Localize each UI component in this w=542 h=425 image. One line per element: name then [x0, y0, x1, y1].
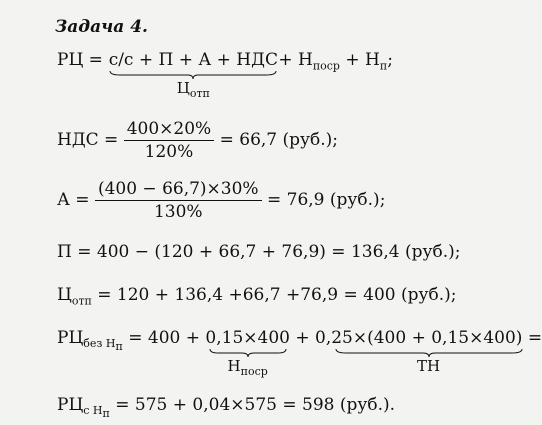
- braced-term: [315, 328, 542, 374]
- formula-retail-price-without-markup: [57, 328, 542, 380]
- formula-lhs: А =: [57, 190, 95, 210]
- formula-lhs: РЦ =: [57, 50, 109, 70]
- braced-expression: 0,15×400: [205, 328, 290, 348]
- braced-term: [108, 50, 278, 102]
- braced-expression: с/с + П + А + НДС: [108, 50, 278, 70]
- underbrace: [208, 348, 288, 358]
- formula-rhs: = 76,9 (руб.);: [261, 190, 386, 210]
- subscript: без Нп: [83, 337, 123, 354]
- brace-label: $Н_{поср}$: [227, 357, 268, 378]
- fraction: [124, 120, 214, 161]
- formula-excise: [57, 180, 385, 221]
- numerator: 400×20%: [124, 120, 214, 141]
- denominator: 130%: [153, 202, 203, 222]
- braced-expression: 0,25×(400 + 0,15×400) =: [315, 328, 542, 348]
- subscript: с Нп: [83, 404, 110, 421]
- formula-lhs: РЦ: [57, 395, 84, 415]
- subscript: отп: [71, 294, 92, 308]
- formula-lhs: Ц: [57, 285, 72, 305]
- formula-rhs: = 575 + 0,04×575 = 598 (руб.).: [109, 395, 396, 415]
- formula-profit: П = 400 − (120 + 66,7 + 76,9) = 136,4 (руб.);: [57, 242, 461, 262]
- formula-term: ;: [387, 50, 393, 70]
- formula-term: + Н: [339, 50, 380, 70]
- underbrace: [108, 70, 278, 80]
- task-title: Задача 4.: [55, 17, 148, 37]
- formula-rhs: = 120 + 136,4 +66,7 +76,9 = 400 (руб.);: [91, 285, 457, 305]
- formula-term: +: [289, 328, 316, 348]
- formula-vat: [57, 120, 338, 161]
- formula-rhs: = 66,7 (руб.);: [214, 130, 339, 150]
- formula-release-price: [57, 285, 457, 307]
- formula-retail-price: [57, 50, 393, 102]
- formula-lhs: РЦ: [57, 328, 84, 348]
- formula-term: = 400 +: [122, 328, 206, 348]
- formula-term: + Н: [278, 50, 313, 70]
- numerator: (400 − 66,7)×30%: [95, 180, 262, 201]
- fraction: [95, 180, 262, 221]
- subscript: поср: [312, 59, 340, 73]
- denominator: 120%: [144, 142, 194, 162]
- braced-term: [205, 328, 290, 380]
- brace-label: $Ц_{отп}$: [176, 79, 210, 100]
- brace-label: ТН: [417, 357, 441, 375]
- formula-lhs: НДС =: [57, 130, 124, 150]
- subscript: п: [379, 59, 388, 73]
- formula-retail-price-with-markup: [57, 395, 395, 421]
